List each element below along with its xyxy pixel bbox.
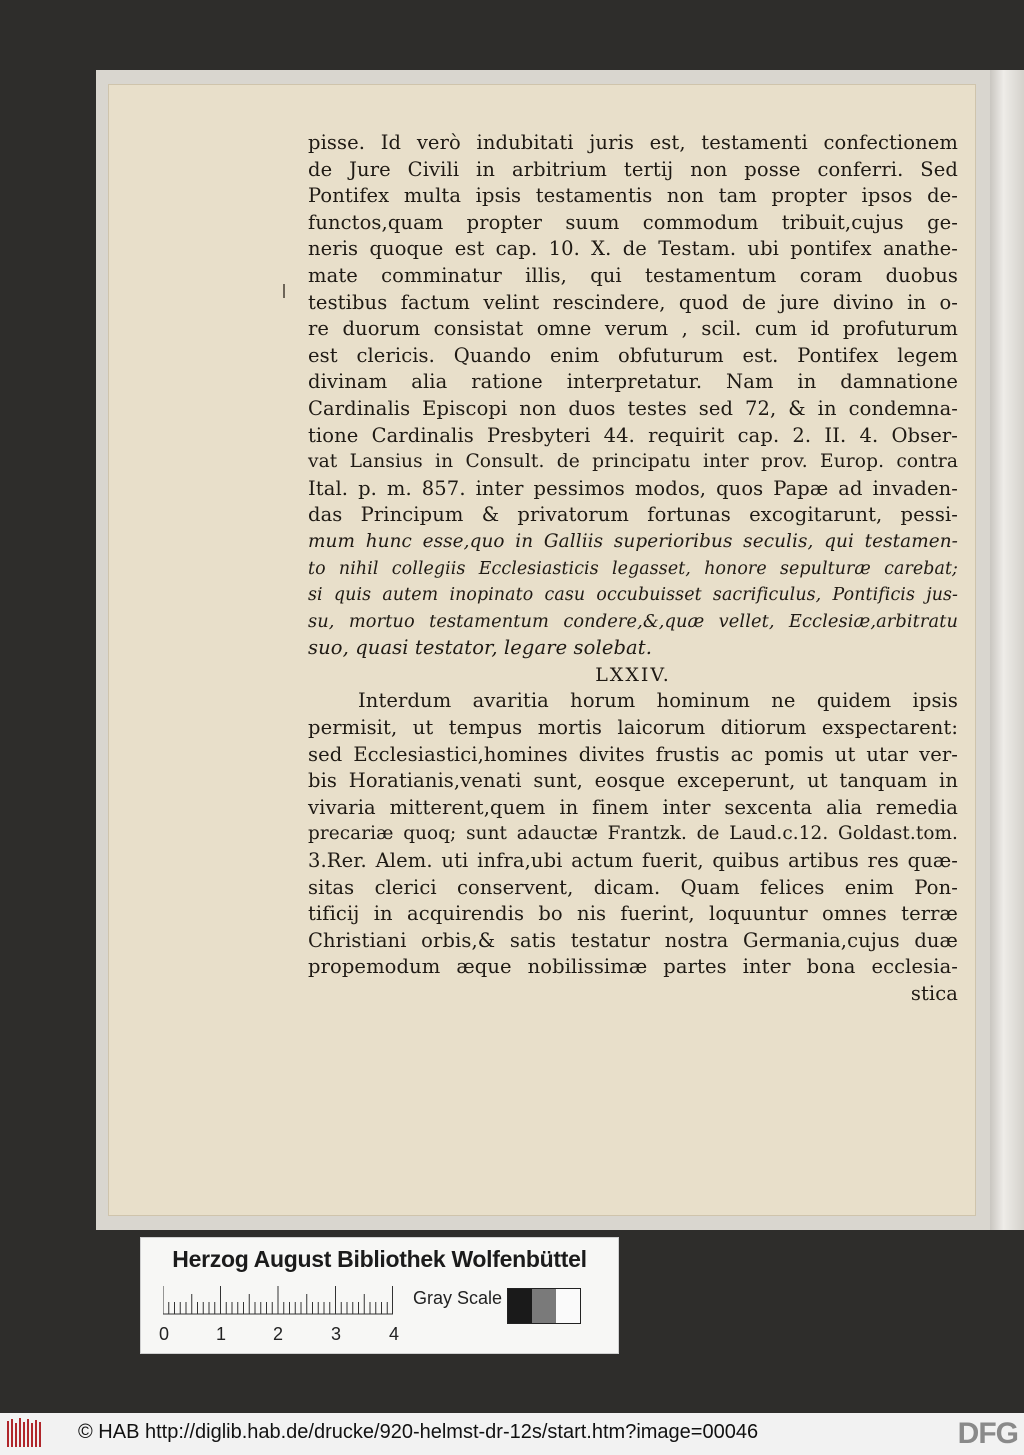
text-line: de Jure Civili in arbitrium tertij non posse conferri. Sed — [308, 157, 958, 181]
book-page — [108, 84, 976, 1216]
catchword: stica — [910, 982, 958, 1005]
text-line: Pontifex multa ipsis testamentis non tam propter ipsos de- — [308, 184, 958, 208]
text-line: suo, quasi testator, legare solebat. — [308, 636, 653, 660]
text-line: mum hunc esse,quo in Galliis superioribus seculis, qui testamen- — [308, 530, 958, 552]
text-line: tione Cardinalis Presbyteri 44. requirit cap. 2. II. 4. Obser- — [308, 423, 958, 447]
text-line: vivaria mitterent,quem in finem inter sexcenta alia remedia — [308, 795, 958, 819]
text-line: Cardinalis Episcopi non duos testes sed 72, & in condemna- — [308, 396, 958, 420]
text-line: tificij in acquirendis bo nis fuerint, loquuntur omnes terræ — [308, 902, 958, 926]
text-line: mate comminatur illis, qui testamentum coram duobus — [308, 263, 958, 287]
text-line: Interdum avaritia horum hominum ne quidem ipsis — [358, 689, 958, 713]
text-line: Ital. p. m. 857. inter pessimos modos, quos Papæ ad invaden- — [308, 476, 958, 500]
margin-mark — [283, 284, 285, 298]
gray-scale-swatches — [507, 1288, 581, 1324]
text-line: vat Lansius in Consult. de principatu inter prov. Europ. contra — [308, 451, 958, 473]
library-label-card — [140, 1237, 619, 1354]
text-line: re duorum consistat omne verum , scil. cum id profuturum — [308, 317, 958, 341]
ruler-number: 4 — [389, 1324, 400, 1344]
ruler-number: 1 — [216, 1324, 227, 1344]
text-line: sed Ecclesiastici,homines divites frustis ac pomis ut utar ver- — [308, 742, 958, 766]
footer-bar — [0, 1413, 1024, 1455]
source-link[interactable]: © HAB http://diglib.hab.de/drucke/920-helmst-dr-12s/start.htm?image=00046 — [78, 1421, 759, 1443]
ruler — [163, 1286, 393, 1316]
gray-swatch — [508, 1289, 532, 1323]
ruler-number: 0 — [159, 1324, 170, 1344]
gray-swatch — [532, 1289, 556, 1323]
ruler-numbers — [155, 1324, 415, 1348]
text-line: su, mortuo testamentum condere,&,quæ vellet, Ecclesiæ,arbitratu — [308, 610, 958, 632]
page-text — [308, 130, 958, 1008]
text-line: divinam alia ratione interpretatur. Nam in damnatione — [308, 370, 958, 394]
text-line: 3.Rer. Alem. uti infra,ubi actum fuerit, quibus artibus res quæ- — [308, 849, 958, 873]
text-line: propemodum æque nobilissimæ partes inter bona ecclesia- — [308, 955, 958, 979]
text-line: Christiani orbis,& satis testatur nostra Germania,cujus duæ — [308, 928, 958, 952]
text-line: to nihil collegiis Ecclesiasticis legasset, honore sepulturæ carebat; — [308, 558, 958, 579]
text-line: precariæ quoq; sunt adauctæ Frantzk. de Laud.c.12. Goldast.tom. — [308, 823, 958, 845]
gray-swatch — [556, 1289, 580, 1323]
text-line: si quis autem inopinato casu occubuisset sacrificulus, Pontificis jus- — [308, 585, 958, 606]
text-line: sitas clerici conservent, dicam. Quam felices enim Pon- — [308, 875, 958, 899]
library-name: Herzog August Bibliothek Wolfenbüttel — [172, 1246, 587, 1272]
text-line: est clericis. Quando enim obfuturum est. Pontifex legem — [308, 343, 958, 367]
text-line: permisit, ut tempus mortis laicorum ditiorum exspectarent: — [308, 716, 958, 740]
text-line: neris quoque est cap. 10. X. de Testam. ubi pontifex anathe- — [308, 237, 958, 261]
text-line: testibus factum velint rescindere, quod de jure divino in o- — [308, 290, 958, 314]
gray-scale-label: Gray Scale — [413, 1288, 503, 1308]
hab-logo-icon — [6, 1417, 44, 1449]
text-line: bis Horatianis,venati sunt, eosque exceperunt, ut tanquam in — [308, 769, 958, 793]
text-line: functos,quam propter suum commodum tribuit,cujus ge- — [308, 210, 958, 234]
text-line: pisse. Id verò indubitati juris est, testamenti confectionem — [308, 131, 958, 154]
scan-backing-edge — [990, 70, 1024, 1230]
dfg-logo: DFG — [957, 1417, 1018, 1450]
ruler-number: 3 — [331, 1324, 342, 1344]
ruler-number: 2 — [273, 1324, 284, 1344]
text-line: das Principum & privatorum fortunas excogitarunt, pessi- — [308, 503, 958, 527]
section-heading: LXXIV. — [595, 663, 671, 686]
